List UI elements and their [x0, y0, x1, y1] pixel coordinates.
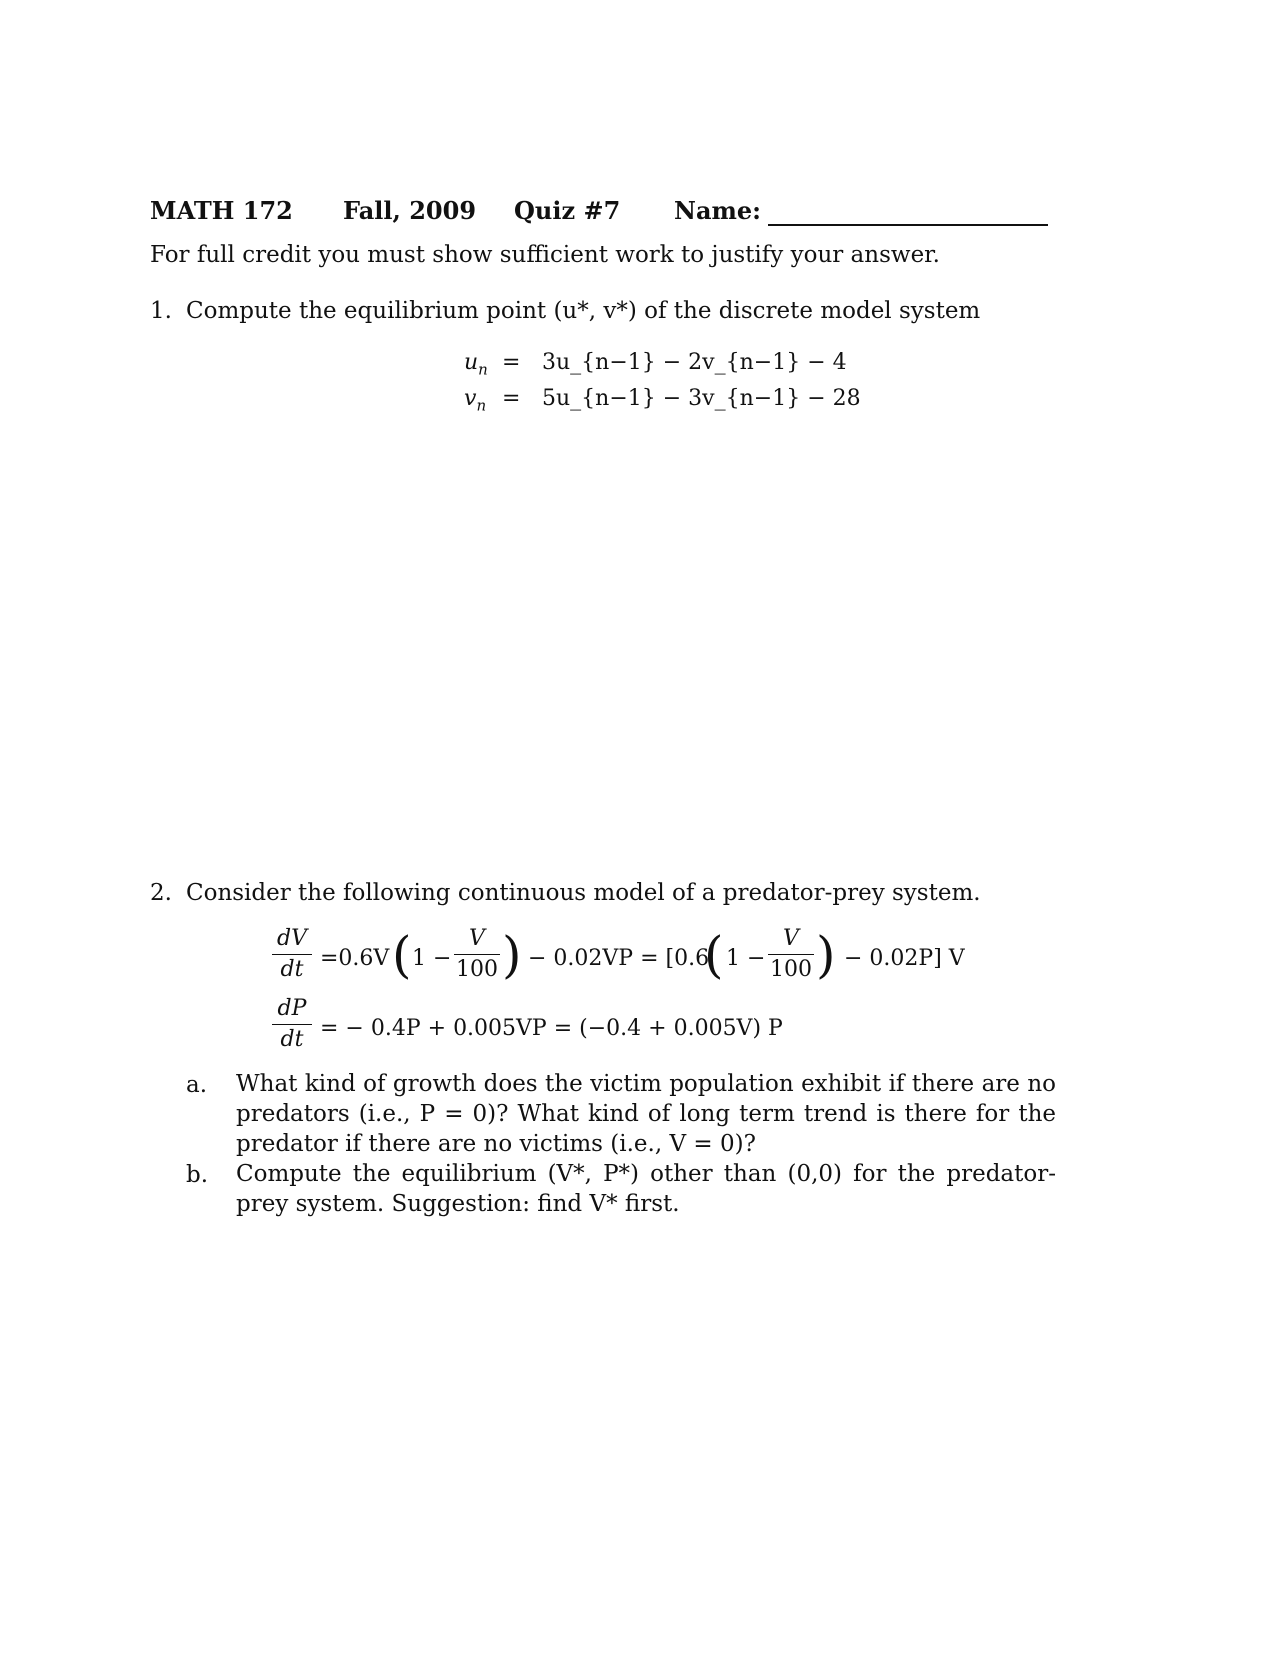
q1-eq1-lhs: $u_n$	[464, 350, 488, 379]
left-paren-2: (	[704, 926, 724, 984]
part-b-label: b.	[186, 1162, 209, 1188]
q1-eq1-equals: =	[502, 350, 521, 375]
name-blank-line[interactable]	[768, 224, 1048, 226]
part-a-label: a.	[186, 1072, 208, 1098]
q1-eq2-rhs: 5u_{n−1} − 3v_{n−1} − 28	[542, 386, 861, 411]
q1-eq2-equals: =	[502, 386, 521, 411]
eqP: = − 0.4P + 0.005VP = (−0.4 + 0.005V) P	[320, 1016, 783, 1041]
q1-eq2-lhs: $v_n$	[464, 386, 487, 415]
instructions: For full credit you must show sufficient work to justify your answer.	[150, 242, 940, 268]
q2-number: 2.	[150, 880, 172, 906]
q2-text: Consider the following continuous model of a predator-prey system.	[186, 880, 981, 906]
eqV-part1: =0.6V	[320, 946, 390, 971]
part-a-text: What kind of growth does the victim population exhibit if there are no predators (i.e., P = 0)? What kind of long term trend is there for the predator if there are no victims (i.e., V = 0)?	[236, 1071, 1056, 1157]
term-label: Fall, 2009	[343, 196, 477, 225]
dV-dt-fraction: dV dt	[272, 926, 312, 983]
eqV-part2: − 0.02VP = [0.6	[528, 946, 710, 971]
dP-dt-fraction: dP dt	[272, 996, 312, 1053]
part-b-text: Compute the equilibrium (V*, P*) other than (0,0) for the predator-prey system. Suggestion: find V* first.	[236, 1161, 1056, 1217]
left-paren-1: (	[392, 926, 412, 984]
q1-eq1-rhs: 3u_{n−1} − 2v_{n−1} − 4	[542, 350, 847, 375]
right-paren-1: )	[502, 926, 522, 984]
eqV-one-minus-1: 1 −	[412, 946, 452, 971]
eqV-part3: − 0.02P] V	[844, 946, 965, 971]
course-label: MATH 172	[150, 196, 293, 225]
eqV-one-minus-2: 1 −	[726, 946, 766, 971]
V-over-100-fraction-1: V 100	[456, 926, 498, 982]
name-label: Name:	[674, 196, 762, 225]
q1-number: 1.	[150, 298, 172, 324]
V-over-100-fraction-2: V 100	[770, 926, 812, 982]
quiz-label: Quiz #7	[514, 196, 621, 225]
q1-text: Compute the equilibrium point (u*, v*) of the discrete model system	[186, 298, 981, 324]
right-paren-2: )	[816, 926, 836, 984]
